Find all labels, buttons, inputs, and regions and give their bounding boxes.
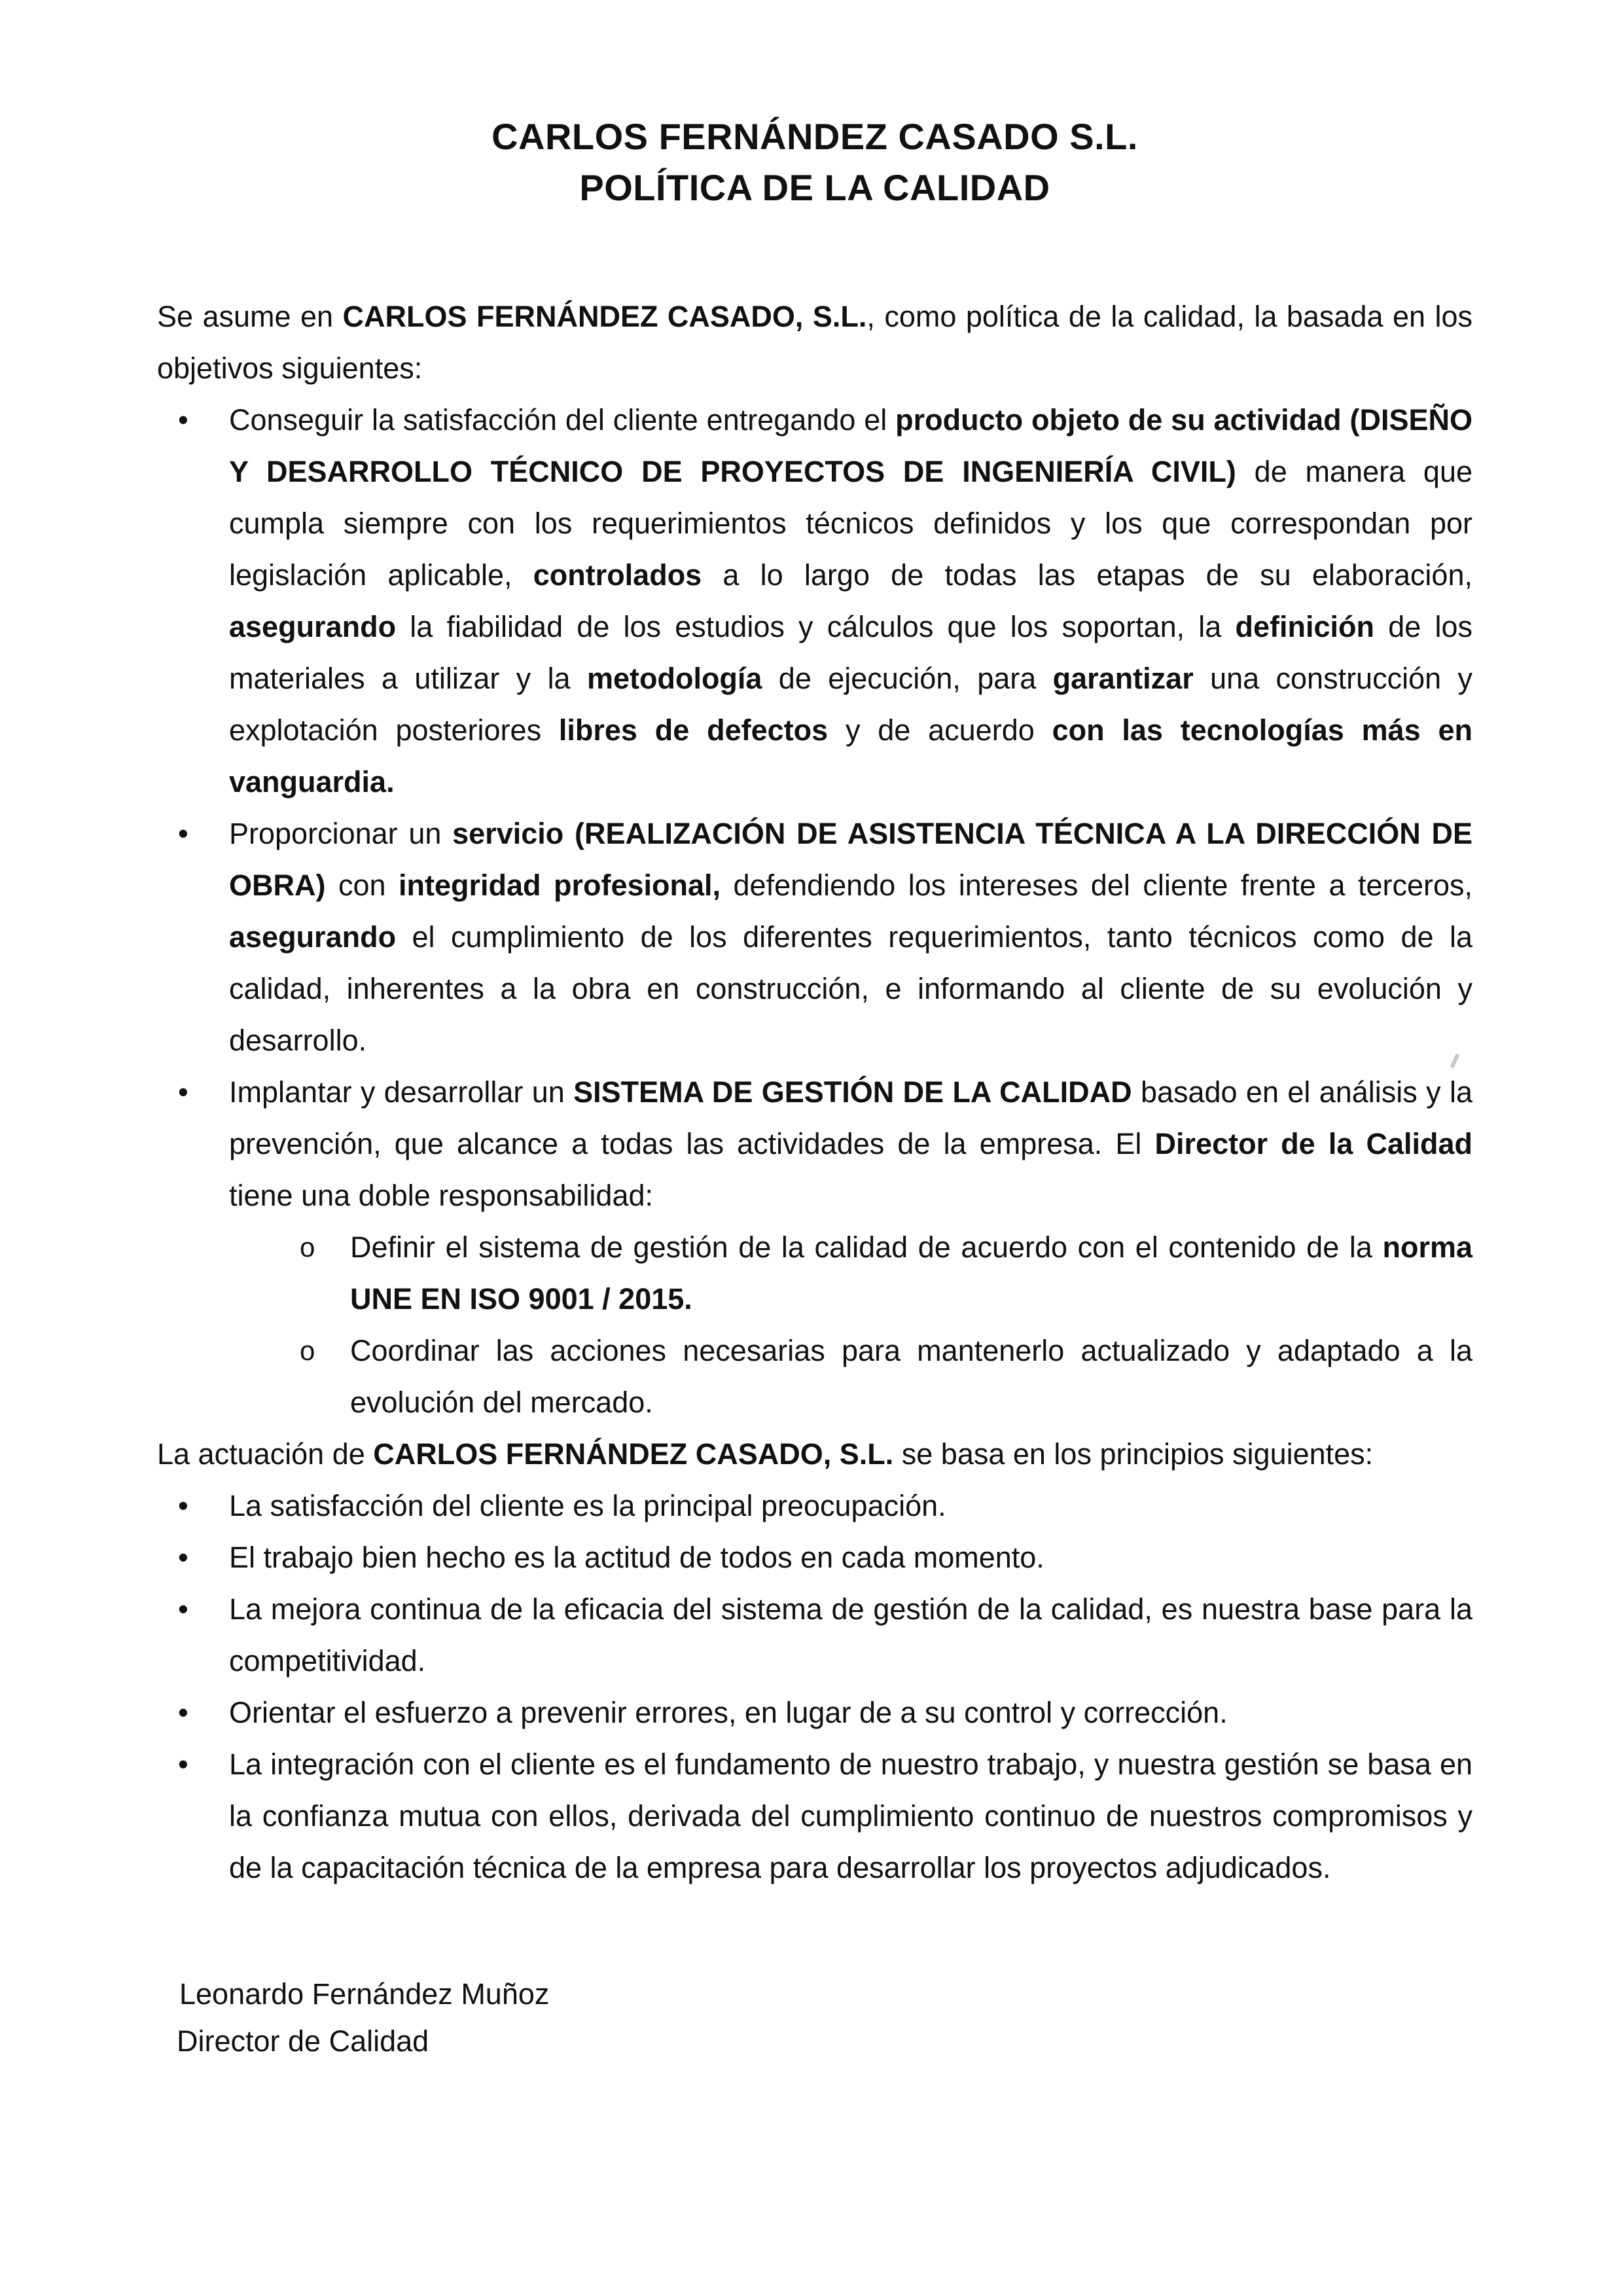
objective-2-bold: integridad profesional, <box>399 869 721 902</box>
principle-item: • La satisfacción del cliente es la principal preocupación. <box>157 1480 1472 1532</box>
responsibility-1-text: Definir el sistema de gestión de la calidad de acuerdo con el contenido de la <box>350 1230 1383 1264</box>
objective-3-bold: SISTEMA DE GESTIÓN DE LA CALIDAD <box>573 1075 1132 1109</box>
objective-1-bold: metodología <box>586 662 762 695</box>
signature-block <box>177 1971 1472 2065</box>
objective-item-2 <box>157 808 1472 1066</box>
objective-1-bold: asegurando <box>229 610 397 643</box>
objective-3-text: tiene una doble responsabilidad: <box>229 1179 653 1212</box>
objective-1-text: a lo largo de todas las etapas de su elaboración, <box>702 558 1472 592</box>
principles-intro <box>157 1428 1472 1480</box>
objective-1-text: y de acuerdo <box>828 713 1052 747</box>
objective-1-bold: garantizar <box>1052 662 1194 695</box>
objective-1-text: de manera que cumpla siempre con los requerimientos técnicos definidos y los que correspondan por legislación aplicable, <box>229 455 1472 592</box>
objective-1-bold: definición <box>1235 610 1375 643</box>
responsibility-item-1 <box>157 1221 1472 1325</box>
principles-intro-suffix: se basa en los principios siguientes: <box>893 1437 1374 1471</box>
responsibility-item-2: o Coordinar las acciones necesarias para mantenerlo actualizado y adaptado a la evolución del mercado. <box>157 1325 1472 1428</box>
intro-prefix: Se asume en <box>157 300 343 333</box>
company-title: CARLOS FERNÁNDEZ CASADO S.L. <box>491 116 1138 157</box>
objective-item-3 <box>157 1066 1472 1428</box>
title-block <box>157 111 1472 213</box>
objective-item-1 <box>157 394 1472 808</box>
objective-1-bold: controlados <box>533 558 702 592</box>
objective-1-text: Conseguir la satisfacción del cliente entregando el <box>229 403 896 437</box>
objective-2-text: con <box>325 869 399 902</box>
objective-1-bold: producto objeto de su actividad (DISEÑO Y DESARROLLO TÉCNICO DE PROYECTOS DE INGENIERÍA CIVIL) <box>229 403 1473 488</box>
principle-item: • La integración con el cliente es el fundamento de nuestro trabajo, y nuestra gestión se basa en la confianza mutua con ellos, derivada del cumplimiento continuo de nuestros compromisos y de la capacitación técnica de la empresa para desarrollar los proyectos adjudicados. <box>157 1738 1472 1893</box>
intro-suffix: , como política de la calidad, la basada en los objetivos siguientes: <box>157 300 1472 385</box>
objective-1-text: la fiabilidad de los estudios y cálculos que los soportan, la <box>396 610 1236 643</box>
objective-3-text: basado en el análisis y la prevención, que alcance a todas las actividades de la empresa. El <box>229 1075 1473 1160</box>
objective-2-text: el cumplimiento de los diferentes requerimientos, tanto técnicos como de la calidad, inherentes a la obra en construcción, e informando al cliente de su evolución y desarrollo. <box>229 920 1472 1057</box>
objective-1-text: una construcción y explotación posteriores <box>229 662 1472 747</box>
objective-2-bold: asegurando <box>229 920 397 954</box>
signatory-name: Leonardo Fernández Muñoz <box>179 1977 550 2011</box>
responsibilities-list <box>157 1221 1472 1428</box>
objectives-list <box>157 394 1472 1428</box>
intro-company: CARLOS FERNÁNDEZ CASADO, S.L. <box>342 300 867 333</box>
objective-1-bold: con las tecnologías más en vanguardia. <box>229 713 1472 798</box>
principle-item: • El trabajo bien hecho es la actitud de todos en cada momento. <box>157 1532 1472 1583</box>
document-page <box>157 111 1472 2065</box>
objective-3-bold: Director de la Calidad <box>1154 1127 1473 1160</box>
signatory-role: Director de Calidad <box>177 2024 429 2058</box>
principle-item: • La mejora continua de la eficacia del sistema de gestión de la calidad, es nuestra base para la competitividad. <box>157 1583 1472 1687</box>
intro-paragraph <box>157 291 1472 394</box>
objective-1-bold: libres de defectos <box>558 713 829 747</box>
objective-2-text: Proporcionar un <box>229 817 453 850</box>
principle-item: • Orientar el esfuerzo a prevenir errores, en lugar de a su control y corrección. <box>157 1687 1472 1738</box>
objective-1-text: de ejecución, para <box>762 662 1053 695</box>
principles-list <box>157 1480 1472 1893</box>
principles-intro-company: CARLOS FERNÁNDEZ CASADO, S.L. <box>373 1437 894 1471</box>
objective-2-bold: servicio (REALIZACIÓN DE ASISTENCIA TÉCNICA A LA DIRECCIÓN DE OBRA) <box>229 817 1472 902</box>
objective-2-text: defendiendo los intereses del cliente frente a terceros, <box>721 869 1472 902</box>
responsibilities-wrap <box>157 1221 1472 1428</box>
responsibility-1-bold: norma UNE EN ISO 9001 / 2015. <box>350 1230 1472 1316</box>
objective-1-text: de los materiales a utilizar y la <box>229 610 1472 695</box>
objective-3-text: Implantar y desarrollar un <box>229 1075 574 1109</box>
policy-title: POLÍTICA DE LA CALIDAD <box>579 167 1050 208</box>
principles-intro-prefix: La actuación de <box>157 1437 374 1471</box>
